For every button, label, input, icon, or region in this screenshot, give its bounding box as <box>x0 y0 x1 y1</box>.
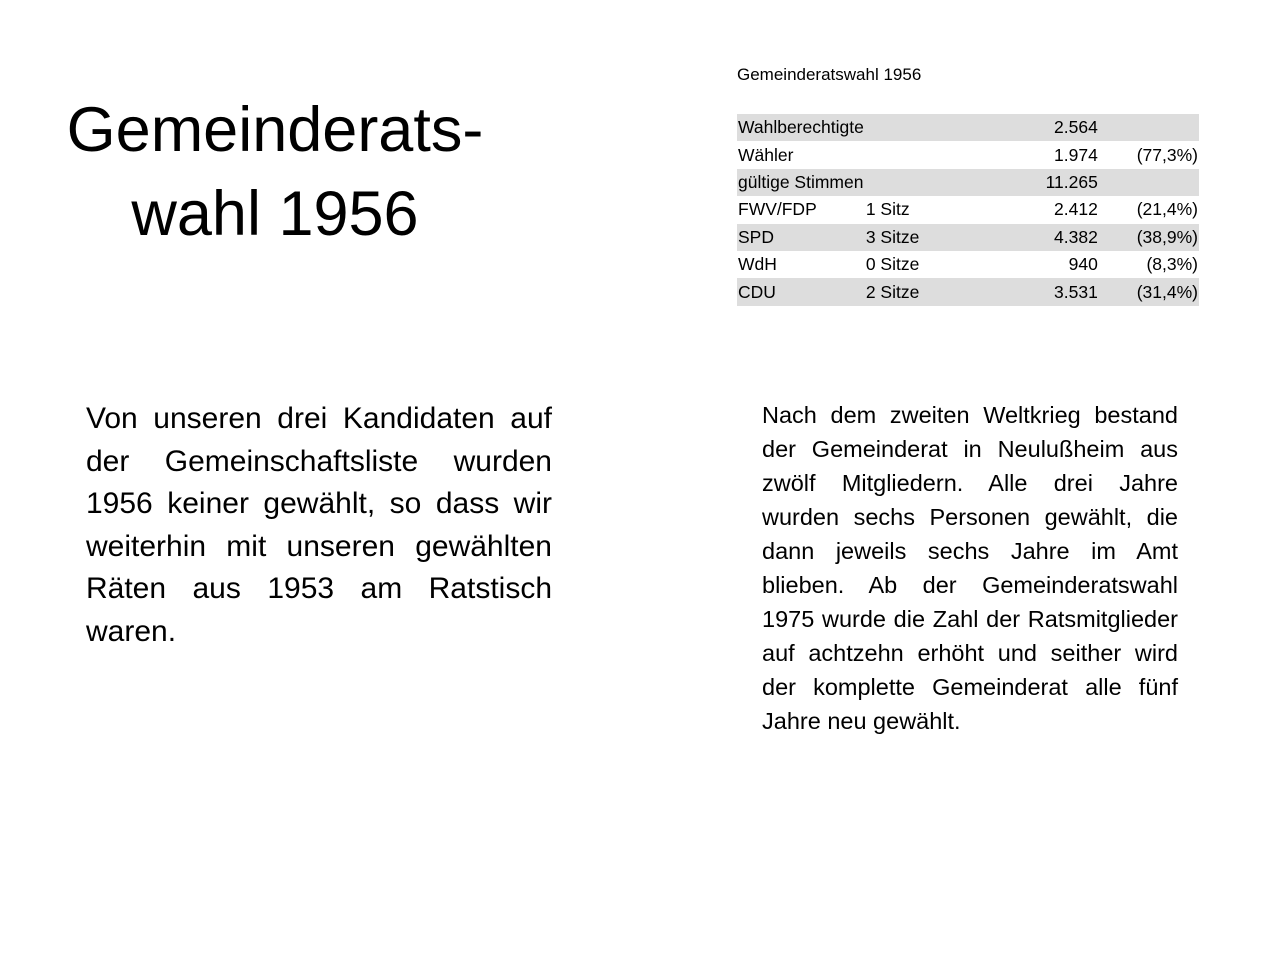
results-table <box>737 114 1199 306</box>
row-seats <box>865 169 995 196</box>
table-row <box>737 169 1199 196</box>
candidates-paragraph: Von unseren drei Kandidaten auf der Gemeinschaftsliste wurden 1956 keiner gewählt, so dass wir weiterhin mit unseren gewählten Räten aus 1953 am Ratstisch waren. <box>86 402 552 648</box>
row-seats: 1 Sitz <box>865 196 995 223</box>
row-label: gültige Stimmen <box>737 169 865 196</box>
row-percent <box>1099 169 1199 196</box>
row-seats: 3 Sitze <box>865 224 995 251</box>
history-paragraph: Nach dem zweiten Weltkrieg bestand der Gemeinderat in Neulußheim aus zwölf Mitgliedern. Alle drei Jahre wurden sechs Personen gewählt, die dann jeweils sechs Jahre im Amt blieben. Ab der Gemeinderatswahl 1975 wurde die Zahl der Ratsmitglieder auf achtzehn erhöht und seither wird der komplette Gemeinderat alle fünf Jahre neu gewählt. <box>762 402 1178 734</box>
row-seats <box>865 114 995 141</box>
row-seats: 2 Sitze <box>865 278 995 305</box>
row-percent: (38,9%) <box>1099 224 1199 251</box>
row-percent: (21,4%) <box>1099 196 1199 223</box>
row-label: CDU <box>737 278 865 305</box>
table-row <box>737 278 1199 305</box>
row-seats: 0 Sitze <box>865 251 995 278</box>
table-row <box>737 224 1199 251</box>
page-title-line-1: Gemeinderats- <box>66 95 484 165</box>
row-label: FWV/FDP <box>737 196 865 223</box>
row-votes: 4.382 <box>995 224 1099 251</box>
row-votes: 11.265 <box>995 169 1099 196</box>
table-row <box>737 251 1199 278</box>
table-row <box>737 196 1199 223</box>
table-row <box>737 114 1199 141</box>
page-title-line-2: wahl 1956 <box>131 179 419 249</box>
row-votes: 3.531 <box>995 278 1099 305</box>
row-label: SPD <box>737 224 865 251</box>
row-label: WdH <box>737 251 865 278</box>
row-percent: (77,3%) <box>1099 141 1199 168</box>
results-caption: Gemeinderatswahl 1956 <box>737 65 922 84</box>
row-percent: (31,4%) <box>1099 278 1199 305</box>
table-row <box>737 141 1199 168</box>
election-results <box>737 62 1199 306</box>
row-label: Wähler <box>737 141 865 168</box>
row-seats <box>865 141 995 168</box>
row-votes: 1.974 <box>995 141 1099 168</box>
row-percent <box>1099 114 1199 141</box>
row-votes: 2.564 <box>995 114 1099 141</box>
row-label: Wahlberechtigte <box>737 114 865 141</box>
row-percent: (8,3%) <box>1099 251 1199 278</box>
row-votes: 2.412 <box>995 196 1099 223</box>
page-title <box>40 88 510 256</box>
row-votes: 940 <box>995 251 1099 278</box>
